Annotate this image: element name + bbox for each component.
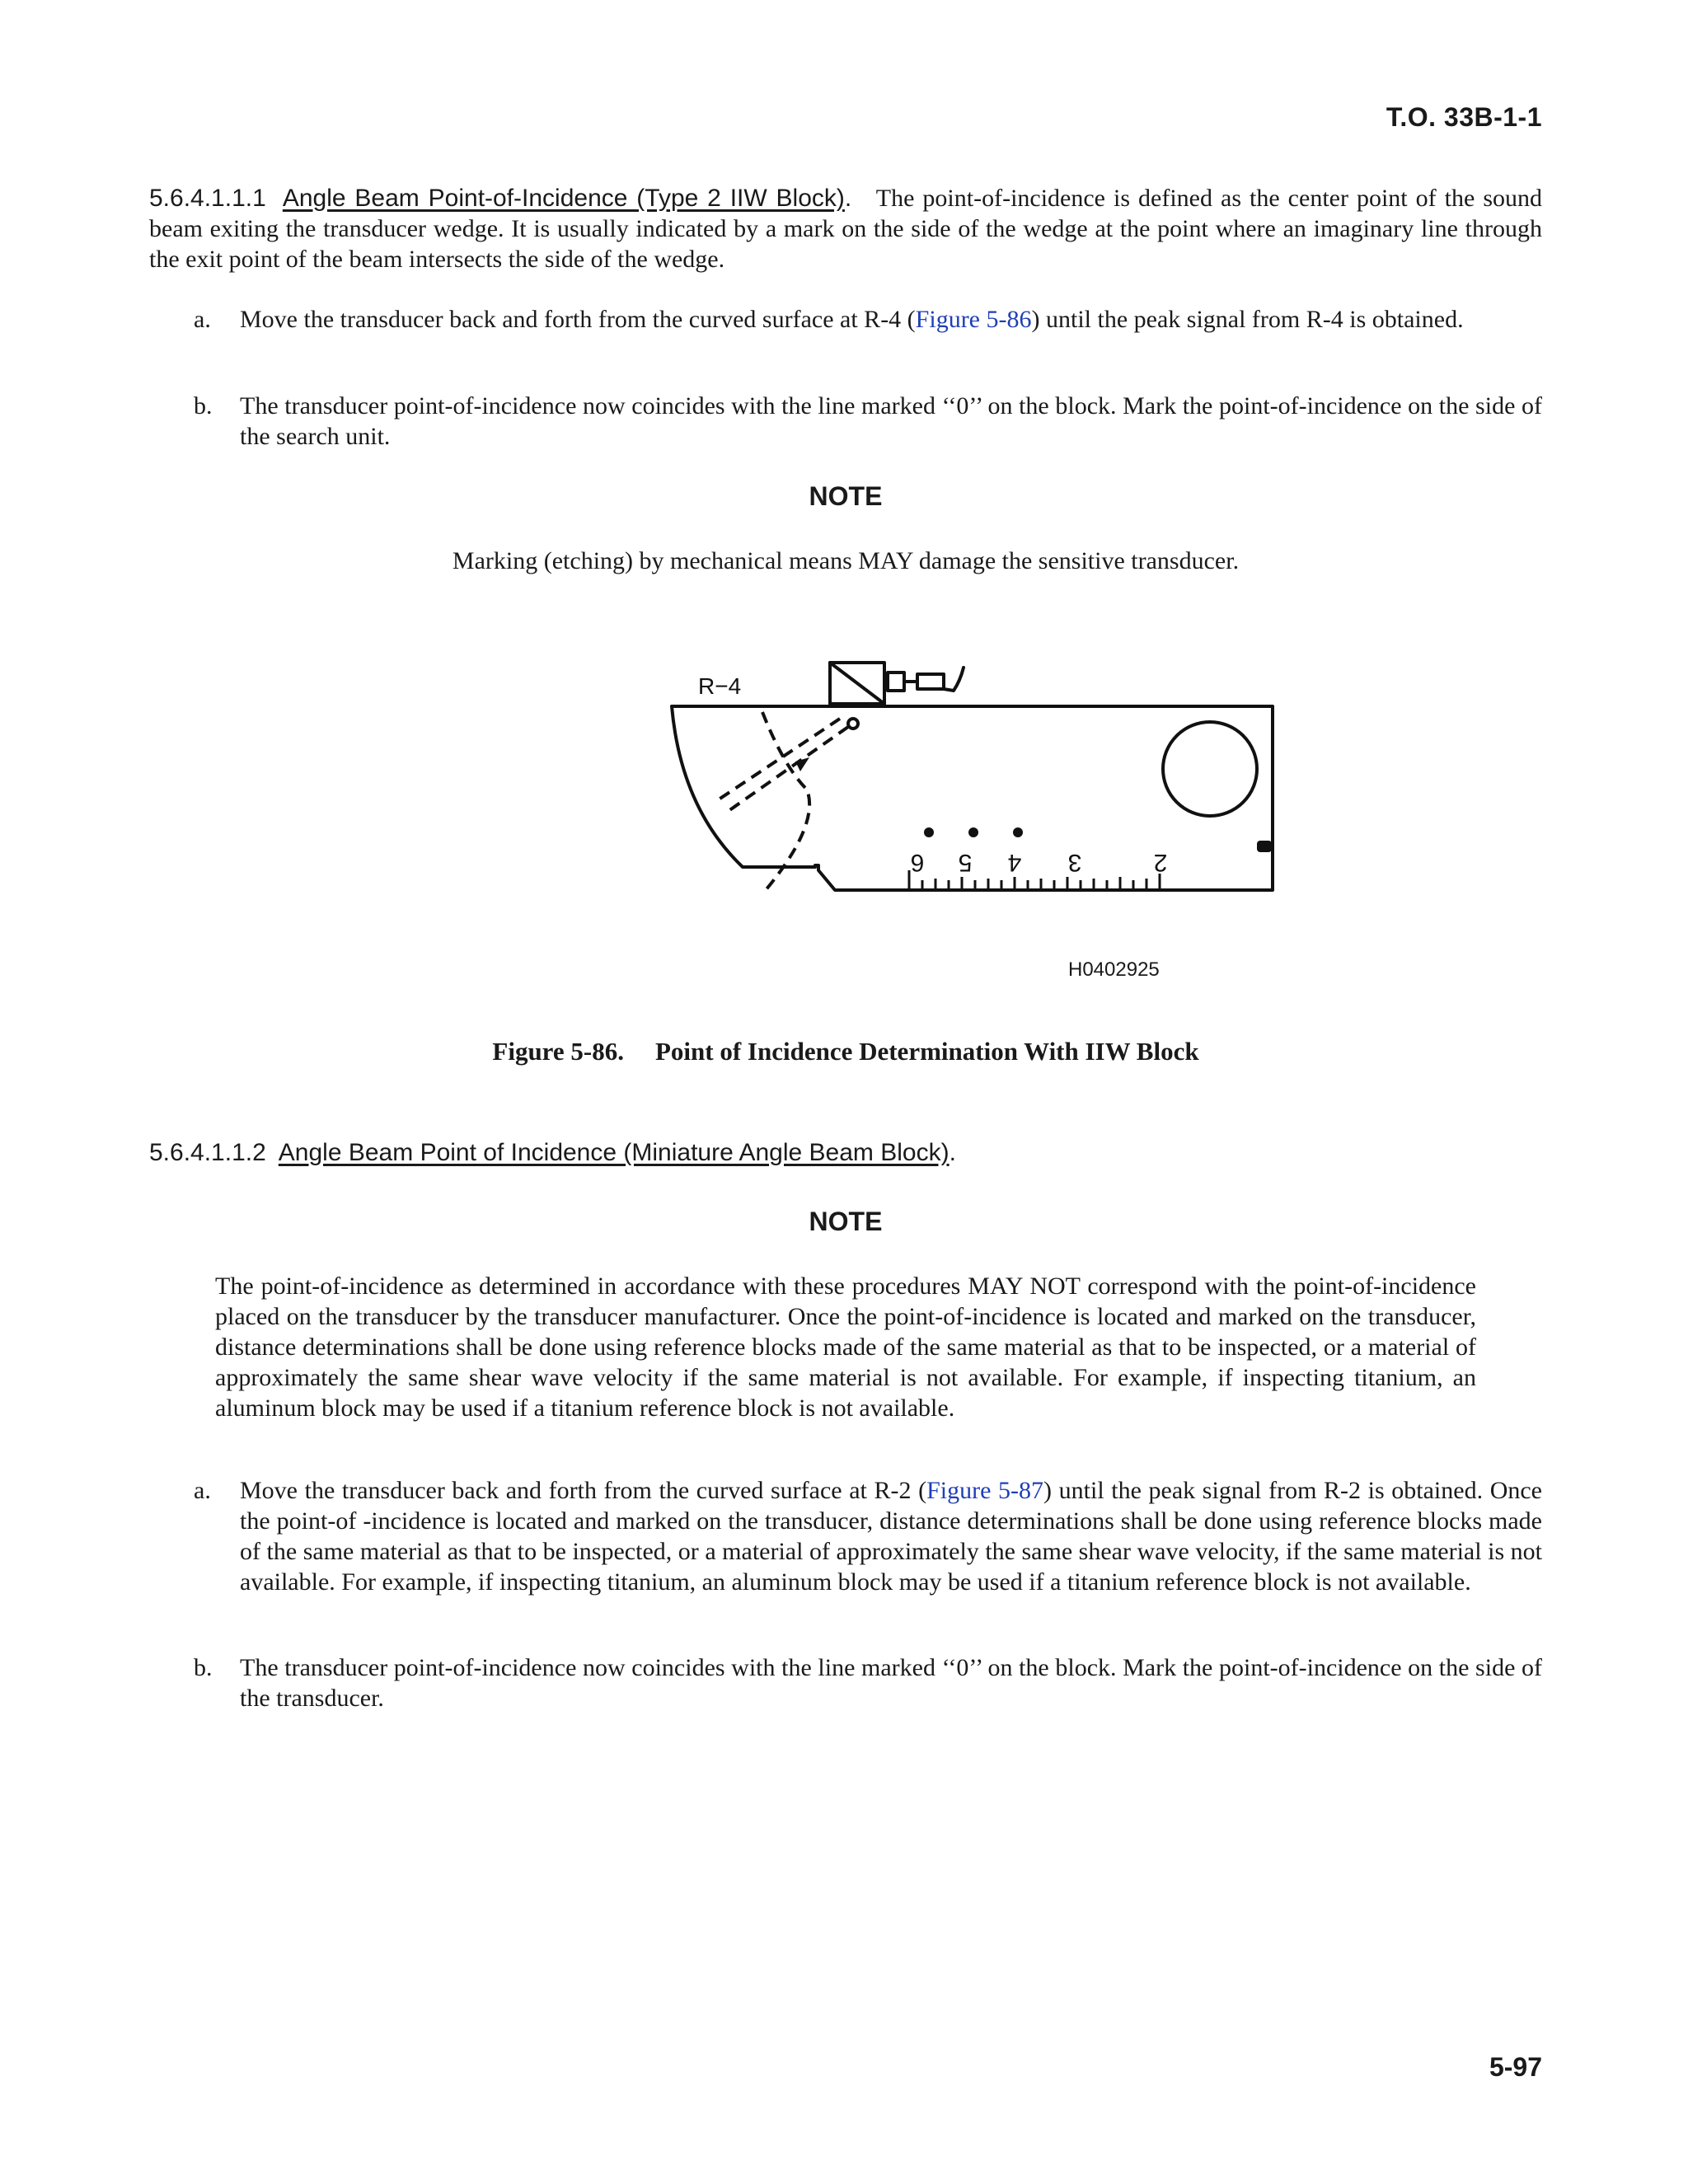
list-item-text: ) until the peak signal from R-4 is obtained.	[1031, 306, 1464, 333]
side-notch	[1257, 841, 1272, 852]
scale-digit-2: 2	[1153, 849, 1168, 876]
section-1-body: The point-of-incidence is defined as the center point of the sound beam exiting the transducer wedge. It is usually indicated by a mark on the side of the wedge at the point where an imaginary line through the exit point of the beam intersects the side of the wedge.	[149, 185, 1543, 273]
cable-plug	[917, 674, 944, 689]
list-item-text: The transducer point-of-incidence now coincides with the line marked ‘‘0’’ on the block. Mark the point-of-incidence on the side of the search unit.	[240, 392, 1542, 450]
r4-label: R−4	[698, 673, 742, 699]
section-2-title: Angle Beam Point of Incidence (Miniature Angle Beam Block)	[278, 1139, 950, 1166]
document-id: T.O. 33B-1-1	[1386, 102, 1542, 132]
section-2-heading	[149, 1137, 1542, 1168]
transducer-wedge-diagonal	[830, 663, 884, 704]
figure-5-87-link[interactable]: Figure 5-87	[926, 1477, 1044, 1504]
reference-dot	[968, 827, 978, 837]
beam-arrow	[795, 757, 809, 771]
scale-digit-3: 3	[1067, 849, 1082, 876]
figure-caption-title: Point of Incidence Determination With IIW Block	[654, 1037, 1199, 1066]
figure-caption	[149, 1037, 1542, 1066]
section-2-number: 5.6.4.1.1.2	[149, 1139, 266, 1166]
document-page	[149, 0, 1542, 2184]
list-item-text: ) until the peak signal from R-2 is obtained. Once the point-of -incidence is located and marked on the transducer, distance determinations shall be done using reference blocks made of the same material as that to be inspected, or a material of approximately the same shear wave velocity, if the same material is not available. For example, if inspecting titanium, an aluminum block may be used if a titanium reference block is not available.	[240, 1477, 1542, 1596]
section-2-title-end: .	[949, 1139, 956, 1166]
sound-beam-curve	[762, 712, 809, 890]
block-hole	[1163, 722, 1257, 816]
page-number: 5-97	[1489, 2052, 1542, 2082]
cable	[944, 668, 964, 691]
list-item-label: b.	[194, 392, 213, 419]
note-title: NOTE	[809, 481, 883, 511]
list-item-label: a.	[194, 306, 211, 333]
section-1-title-end: .	[844, 185, 852, 212]
list-item-label: b.	[194, 1654, 213, 1681]
list-item-text: Move the transducer back and forth from the curved surface at R-2 (	[240, 1477, 927, 1504]
beam-path-lower	[726, 727, 848, 813]
section-1-list-item-b	[149, 391, 1542, 452]
section-1-number: 5.6.4.1.1.1	[149, 185, 266, 212]
scale-digit-6: 6	[910, 849, 925, 876]
section-2-list-item-b	[149, 1652, 1542, 1713]
note-text: The point-of-incidence as determined in accordance with these procedures MAY NOT correspond with the point-of-incidence placed on the transducer by the transducer manufacturer. Once the point-of-incidence is located and marked on the transducer, distance determinations shall be done using reference blocks made of the same material as that to be inspected, or a material of approximately the same shear wave velocity if the same material is not available. For example, if inspecting titanium, an aluminum block may be used if a titanium reference block is not available.	[215, 1272, 1476, 1422]
section-1-paragraph	[149, 183, 1542, 274]
list-item-text: Move the transducer back and forth from the curved surface at R-4 (	[240, 306, 916, 333]
reference-dot	[924, 827, 934, 837]
list-item-label: a.	[194, 1477, 211, 1504]
scale-digit-5: 5	[958, 849, 973, 876]
note-title: NOTE	[809, 1207, 883, 1236]
scale-digit-4: 4	[1007, 849, 1022, 876]
list-item-text: The transducer point-of-incidence now coincides with the line marked ‘‘0’’ on the block. Mark the point-of-incidence on the side of the transducer.	[240, 1654, 1542, 1712]
figure-5-86-link[interactable]: Figure 5-86	[915, 306, 1032, 333]
section-1-list-item-a	[149, 304, 1542, 335]
figure-image-id: H0402925	[1068, 958, 1160, 981]
note-text: Marking (etching) by mechanical means MAY damage the sensitive transducer.	[452, 547, 1240, 574]
transducer-connector	[888, 673, 904, 691]
section-1-title: Angle Beam Point-of-Incidence (Type 2 IIW Block)	[282, 185, 845, 212]
point-of-incidence-mark	[848, 719, 858, 729]
figure-caption-number: Figure 5-86.	[492, 1037, 624, 1066]
section-2-list-item-a	[149, 1475, 1542, 1597]
beam-path-upper	[716, 719, 840, 801]
reference-dot	[1013, 827, 1023, 837]
iiw-block-diagram	[537, 643, 1320, 915]
